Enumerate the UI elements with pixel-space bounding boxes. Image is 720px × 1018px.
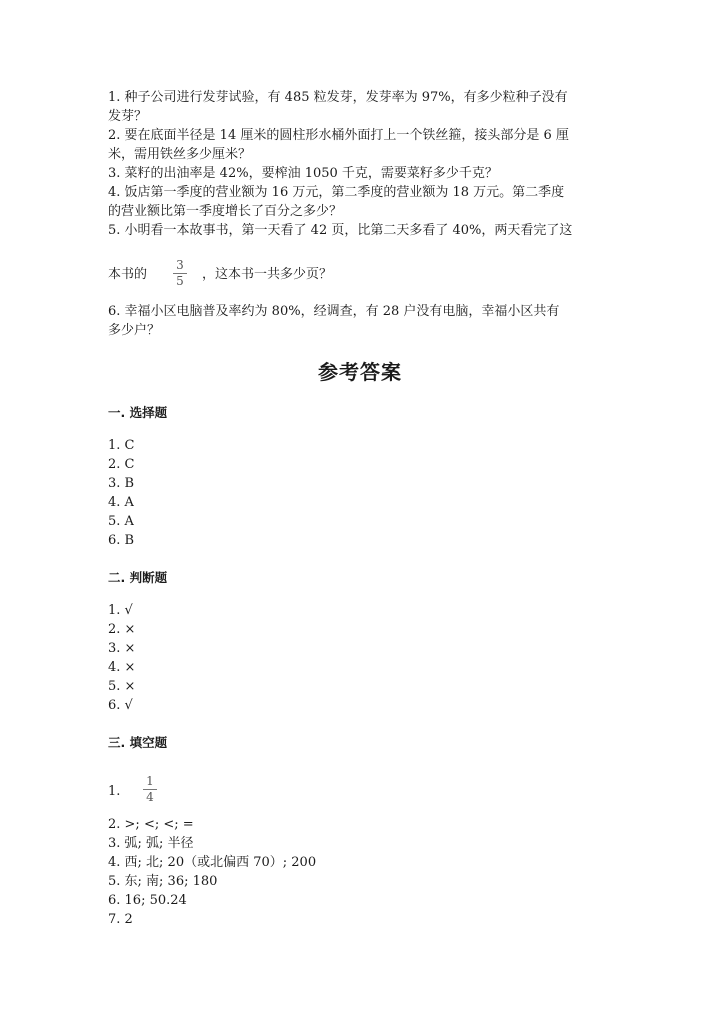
choice-answer-2: 2. C (108, 457, 135, 472)
question-5-fraction (173, 259, 187, 288)
question-5-suffix-after: ，这本书一共多少页？ (202, 267, 333, 282)
choice-answer-1: 1. C (108, 438, 135, 453)
fraction-numerator: 1 (146, 774, 154, 788)
judge-answer-6: 6. √ (108, 698, 133, 713)
fill-answer-1-label: 1. (108, 784, 121, 799)
question-5-suffix-before: 本书的 (108, 267, 148, 282)
choice-answer-5: 5. A (108, 514, 134, 529)
choice-answer-6: 6. B (108, 533, 135, 548)
question-6-line-2: 多少户？ (108, 323, 161, 338)
judge-answer-4: 4. × (108, 660, 136, 675)
fill-answer-7: 7. 2 (108, 912, 133, 927)
fraction-numerator: 3 (176, 258, 184, 272)
question-4-line-1: 4. 饭店第一季度的营业额为 16 万元，第二季度的营业额为 18 万元。第二季度 (108, 185, 565, 200)
question-1-line-2: 发芽？ (108, 109, 148, 124)
fill-answer-4: 4. 西; 北; 20（或北偏西 70）; 200 (108, 855, 317, 870)
fraction-denominator: 5 (176, 274, 184, 288)
section-choice-heading: 一. 选择题 (108, 405, 168, 420)
fraction-denominator: 4 (146, 790, 154, 804)
question-2-line-2: 米，需用铁丝多少厘米？ (108, 147, 252, 162)
section-judge-heading: 二. 判断题 (108, 570, 168, 585)
answer-title: 参考答案 (318, 360, 402, 384)
question-5-line-1: 5. 小明看一本故事书，第一天看了 42 页，比第二天多看了 40%，两天看完了这 (108, 223, 573, 238)
fill-answer-2: 2. >; <; <; = (108, 817, 194, 832)
judge-answer-1: 1. √ (108, 603, 133, 618)
question-4-line-2: 的营业额比第一季度增长了百分之多少？ (108, 204, 343, 219)
fill-answer-1-fraction (143, 775, 157, 804)
question-6-line-1: 6. 幸福小区电脑普及率约为 80%，经调查，有 28 户没有电脑，幸福小区共有 (108, 304, 560, 319)
section-fill-heading: 三. 填空题 (108, 735, 168, 750)
choice-answer-4: 4. A (108, 495, 134, 510)
judge-answer-3: 3. × (108, 641, 136, 656)
choice-answer-3: 3. B (108, 476, 135, 491)
judge-answer-5: 5. × (108, 679, 136, 694)
question-3-line-1: 3. 菜籽的出油率是 42%，要榨油 1050 千克，需要菜籽多少千克？ (108, 166, 498, 181)
fill-answer-5: 5. 东; 南; 36; 180 (108, 874, 218, 889)
fill-answer-3: 3. 弧; 弧; 半径 (108, 836, 194, 851)
fill-answer-6: 6. 16; 50.24 (108, 893, 187, 908)
question-1-line-1: 1. 种子公司进行发芽试验，有 485 粒发芽，发芽率为 97%，有多少粒种子没有 (108, 90, 568, 105)
judge-answer-2: 2. × (108, 622, 136, 637)
question-2-line-1: 2. 要在底面半径是 14 厘米的圆柱形水桶外面打上一个铁丝箍，接头部分是 6 厘 (108, 128, 569, 143)
